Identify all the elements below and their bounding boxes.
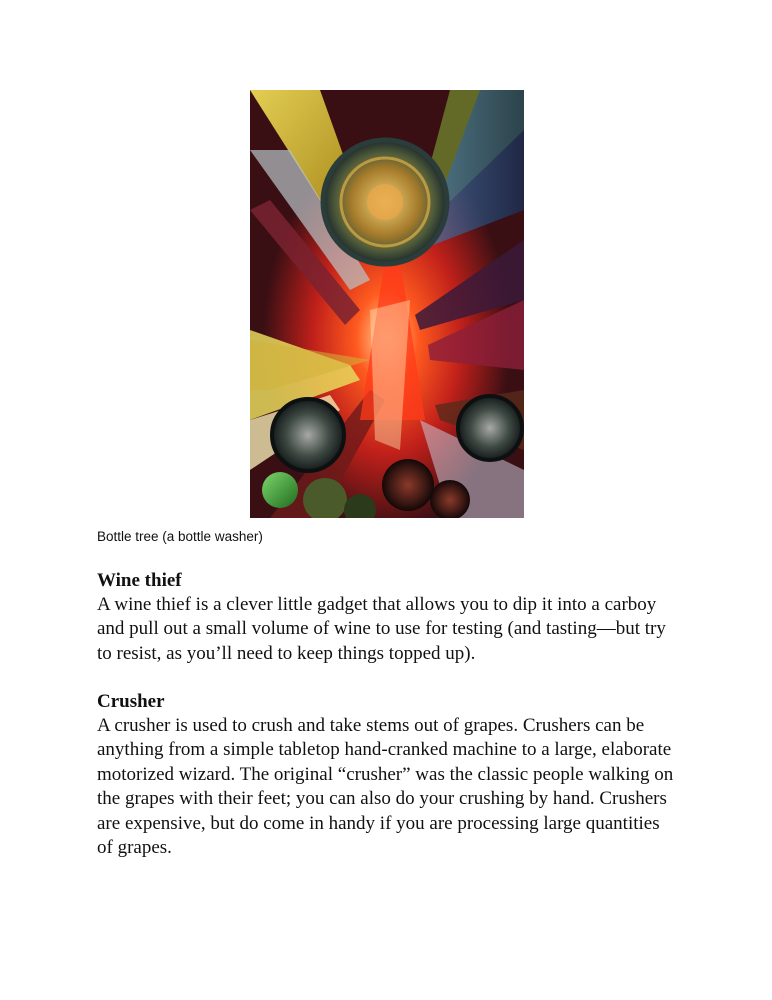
bottle-tree-photo [250,90,524,518]
paragraph-line: the grapes with their feet; you can also do your crushing by hand. Crushers [97,788,667,810]
paragraph-line: A wine thief is a clever little gadget that allows you to dip it into a carboy [97,594,657,615]
paragraph-line: to resist, as you’ll need to keep things topped up). [97,642,476,664]
section-wine-thief [97,569,697,666]
paragraph-line: are expensive, but do come in handy if you are processing large quantities [97,812,660,834]
figure-caption: Bottle tree (a bottle washer) [97,529,263,544]
section-crusher [97,690,697,860]
paragraph-line: and pull out a small volume of wine to use for testing (and tasting—but try [97,618,666,640]
paragraph-line: A crusher is used to crush and take stems out of grapes. Crushers can be [97,715,645,736]
paragraph-line: motorized wizard. The original “crusher” was the classic people walking on [97,763,674,785]
paragraph-line: anything from a simple tabletop hand-cranked machine to a large, elaborate [97,739,672,761]
section-heading: Crusher [97,691,165,712]
paragraph-line: of grapes. [97,837,172,859]
section-heading: Wine thief [97,570,182,591]
